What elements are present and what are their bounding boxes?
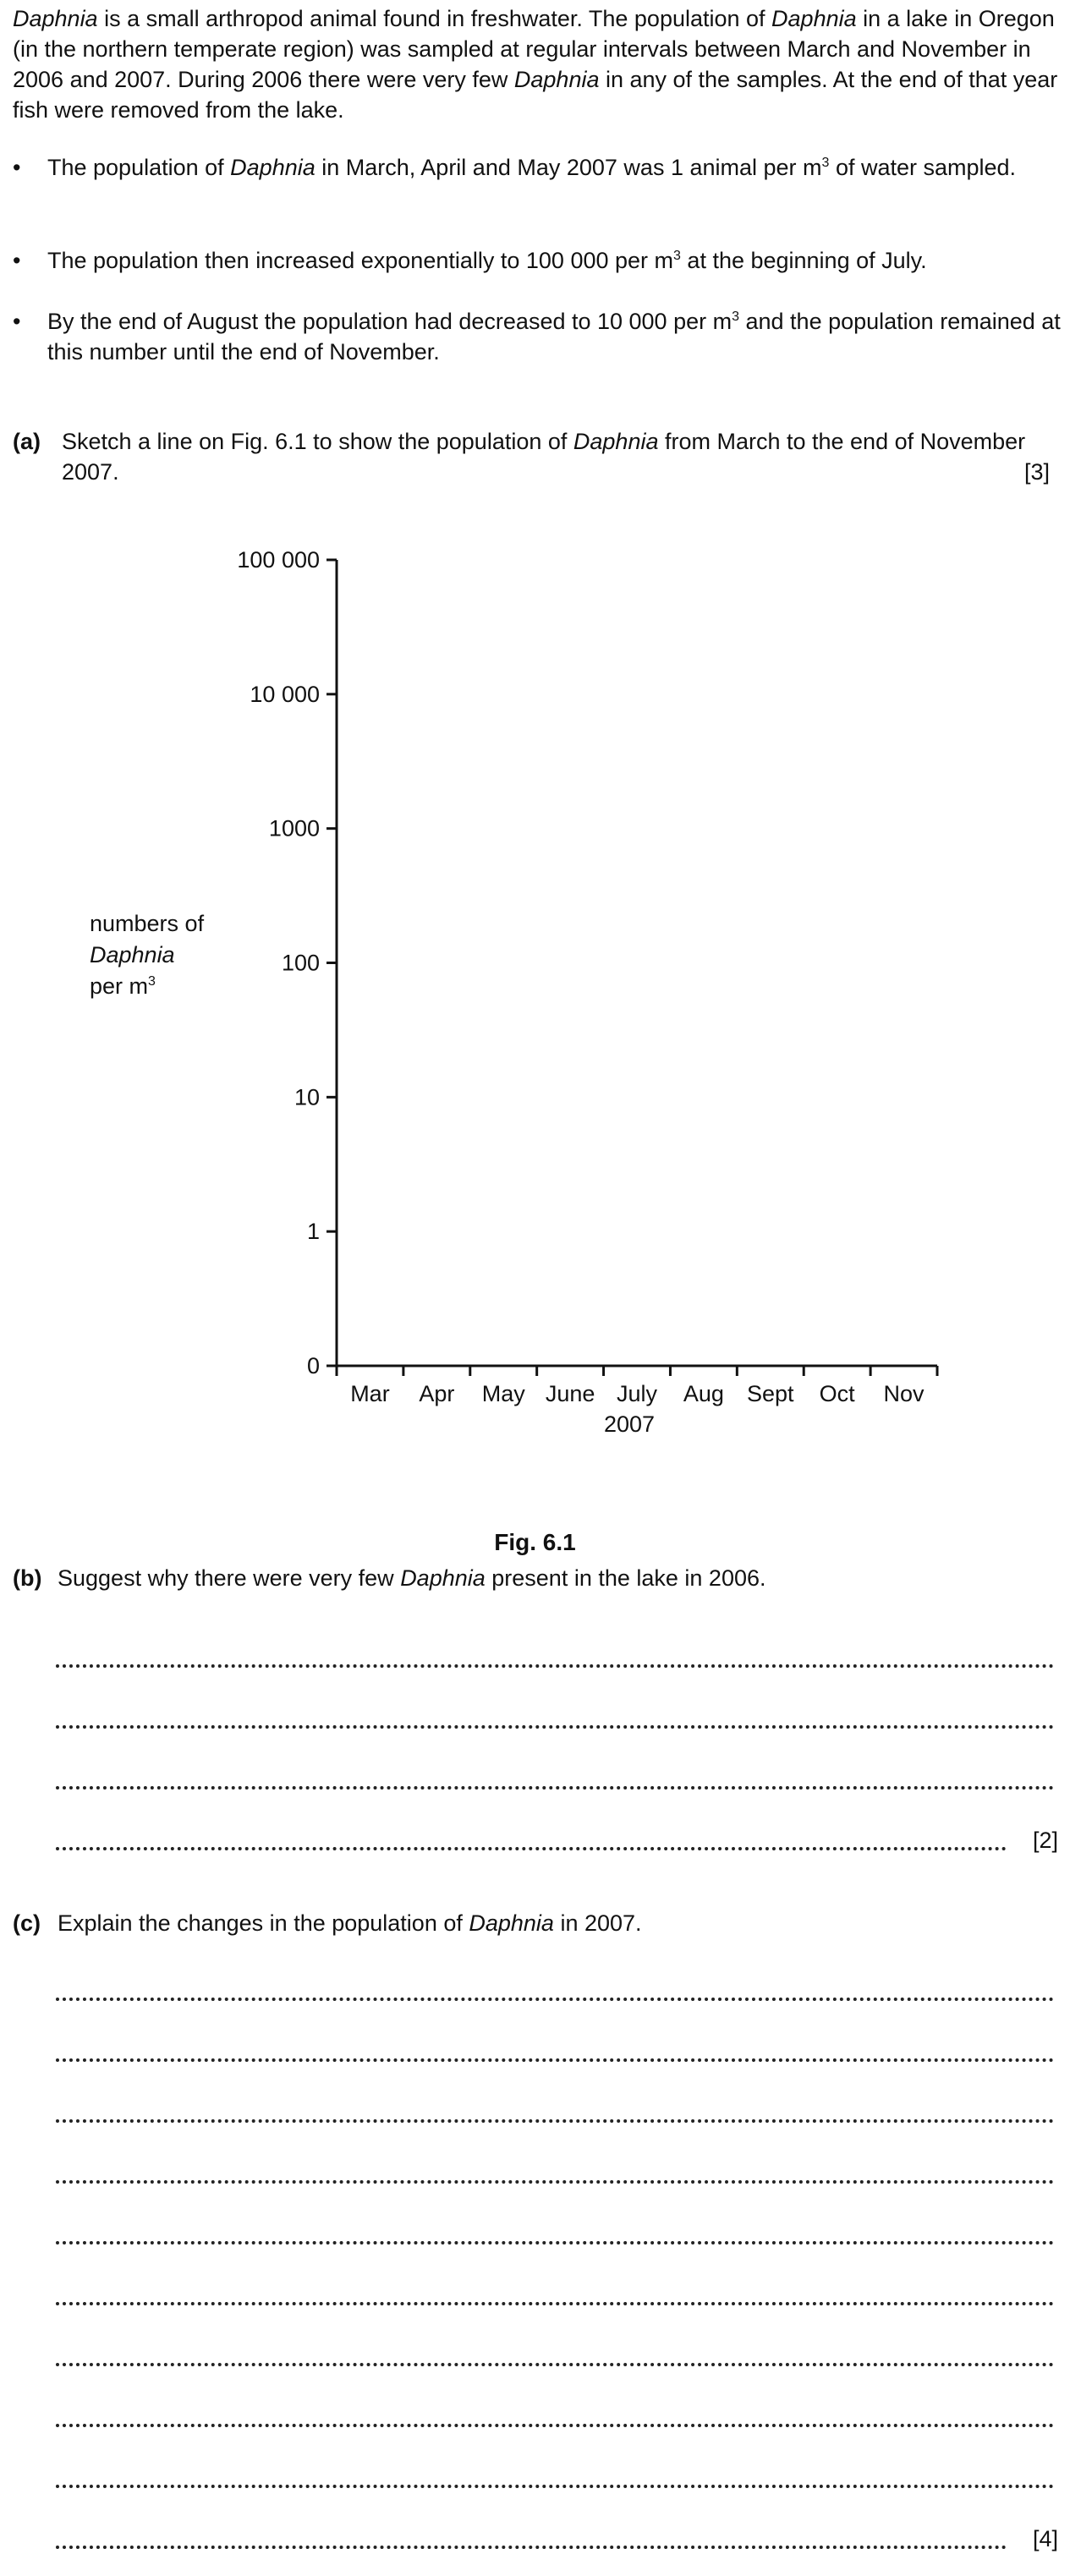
question-a-pre: Sketch a line on Fig. 6.1 to show the population of <box>62 429 573 454</box>
y-axis-label-line-3 <box>90 971 259 1002</box>
question-b-pre: Suggest why there were very few <box>58 1565 401 1591</box>
bullet-1-mid: in March, April and May 2007 was 1 animal per m <box>315 155 822 180</box>
bullet-2-text <box>47 245 1062 276</box>
y-tick-label: 1000 <box>268 815 320 841</box>
bullet-3-pre: By the end of August the population had decreased to 10 000 per m <box>47 309 733 334</box>
y-tick-label: 100 000 <box>237 547 320 573</box>
answer-line-c-9[interactable] <box>56 2485 1054 2488</box>
bullet-1-sup: 3 <box>821 156 830 170</box>
x-tick-label: Nov <box>883 1381 925 1406</box>
intro-daphnia-3: Daphnia <box>513 67 600 92</box>
question-b-text <box>58 1563 1022 1593</box>
intro-paragraph <box>13 3 1062 125</box>
question-c-label: (c) <box>13 1910 41 1936</box>
answer-line-c-7[interactable] <box>56 2363 1054 2366</box>
y-tick-label: 100 <box>281 950 320 976</box>
intro-daphnia-2: Daphnia <box>771 6 857 31</box>
answer-line-b-2[interactable] <box>56 1725 1054 1729</box>
question-b <box>13 1563 1062 1593</box>
y-tick-label: 0 <box>306 1353 320 1378</box>
question-a-marks: [3] <box>1023 459 1050 485</box>
bullet-3-post: and the population remained at this number until the end of November. <box>47 309 1061 364</box>
question-a-post: from March to the end of November 2007. <box>62 429 1026 485</box>
y-axis-label <box>90 908 259 1002</box>
answer-line-c-6[interactable] <box>56 2302 1054 2305</box>
answer-line-c-3[interactable] <box>56 2119 1054 2123</box>
question-c-text <box>58 1908 1022 1938</box>
x-axis-label: 2007 <box>603 1411 656 1437</box>
figure-caption: Fig. 6.1 <box>494 1529 576 1555</box>
y-tick-label: 1 <box>306 1219 320 1245</box>
question-b-label: (b) <box>13 1565 42 1591</box>
answer-line-c-2[interactable] <box>56 2058 1054 2062</box>
answer-line-b-3[interactable] <box>56 1786 1054 1789</box>
bullet-3-text <box>47 306 1062 367</box>
y-axis-label-line-1: numbers of <box>90 911 205 936</box>
bullet-2-pre: The population then increased exponentially to 100 000 per m <box>47 248 674 273</box>
question-a-text <box>62 426 1026 487</box>
answer-line-c-10[interactable] <box>56 2546 1007 2549</box>
question-c-marks: [4] <box>1032 2526 1058 2551</box>
bullet-2-post: at the beginning of July. <box>680 248 927 273</box>
bullet-1-post: of water sampled. <box>829 155 1017 180</box>
y-axis-label-line-2 <box>90 940 259 971</box>
answer-line-c-8[interactable] <box>56 2424 1054 2427</box>
x-tick-label: Oct <box>819 1381 855 1406</box>
y-axis-label-daphnia: Daphnia <box>90 942 175 967</box>
question-b-marks: [2] <box>1032 1828 1058 1853</box>
y-axis-label-per: per m <box>90 973 149 999</box>
question-a-daphnia: Daphnia <box>573 429 659 454</box>
question-a <box>13 426 1062 485</box>
bullet-2-sup: 3 <box>673 249 681 263</box>
chart-ticks <box>326 560 937 1376</box>
question-b-daphnia: Daphnia <box>400 1565 486 1591</box>
bullet-1-pre: The population of <box>47 155 231 180</box>
bullet-dot: • <box>13 155 21 180</box>
x-tick-label: May <box>481 1381 525 1406</box>
y-tick-label: 10 000 <box>250 681 320 707</box>
question-c <box>13 1908 1062 1938</box>
x-tick-label: Aug <box>683 1381 724 1406</box>
chart-labels <box>237 547 925 1406</box>
intro-daphnia-1: Daphnia <box>13 6 98 31</box>
question-b-post: present in the lake in 2006. <box>485 1565 766 1591</box>
answer-line-c-5[interactable] <box>56 2241 1054 2244</box>
chart-axes <box>337 560 937 1366</box>
question-c-pre: Explain the changes in the population of <box>58 1910 469 1936</box>
bullet-1-text <box>47 152 1062 183</box>
x-tick-label: Sept <box>747 1381 794 1406</box>
question-c-daphnia: Daphnia <box>469 1910 554 1936</box>
y-tick-label: 10 <box>294 1084 320 1110</box>
answer-line-c-4[interactable] <box>56 2180 1054 2184</box>
answer-line-b-4[interactable] <box>56 1847 1007 1850</box>
intro-text-2: in a lake in Oregon (in the northern temperate region) was sampled at regular intervals between March and November in 2006 and 2007. During 2006 there were very few <box>13 6 1055 92</box>
intro-text-1: is a small arthropod animal found in freshwater. The population of <box>97 6 772 31</box>
bullet-dot: • <box>13 309 21 334</box>
x-tick-label: Mar <box>350 1381 390 1406</box>
intro-text-3: in any of the samples. At the end of that year fish were removed from the lake. <box>13 67 1058 123</box>
bullet-1-daphnia: Daphnia <box>230 155 316 180</box>
y-axis-label-sup: 3 <box>148 974 156 989</box>
bullet-dot: • <box>13 248 21 273</box>
question-c-post: in 2007. <box>553 1910 642 1936</box>
x-tick-label: July <box>616 1381 658 1406</box>
question-a-label: (a) <box>13 429 41 454</box>
x-tick-label: Apr <box>419 1381 455 1406</box>
answer-line-b-1[interactable] <box>56 1664 1054 1668</box>
answer-line-c-1[interactable] <box>56 1998 1054 2001</box>
x-tick-label: June <box>545 1381 595 1406</box>
bullet-3-sup: 3 <box>732 310 739 324</box>
